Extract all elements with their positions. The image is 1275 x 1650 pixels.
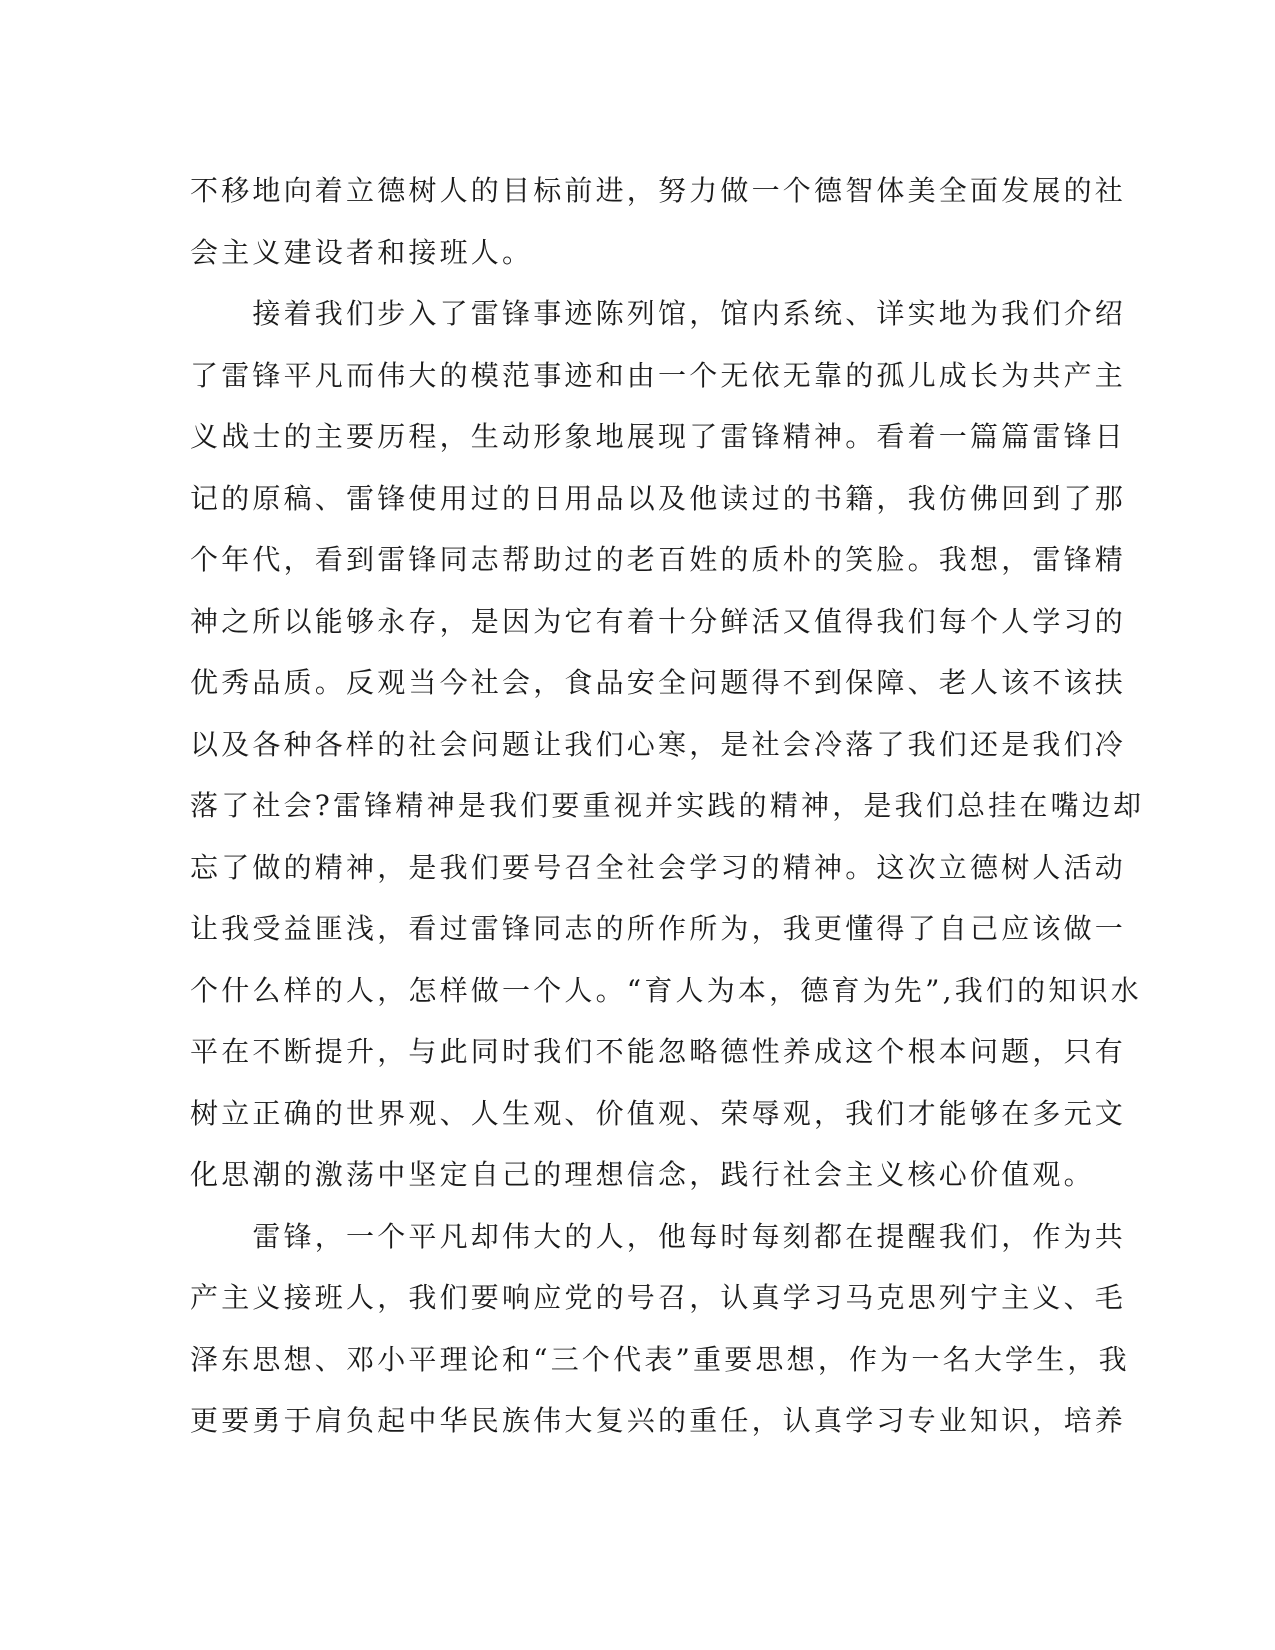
text-line: 平在不断提升，与此同时我们不能忽略德性养成这个根本问题，只有 — [190, 1035, 1127, 1068]
text-line: 雷锋，一个平凡却伟大的人，他每时每刻都在提醒我们，作为共 — [190, 1219, 1127, 1253]
text-line: 会主义建设者和接班人。 — [190, 235, 534, 269]
text-line: 个什么样的人，怎样做一个人。“育人为本，德育为先”,我们的知识水 — [190, 973, 1142, 1007]
text-line: 产主义接班人，我们要响应党的号召，认真学习马克思列宁主义、毛 — [190, 1281, 1127, 1314]
body-text — [190, 160, 1145, 1452]
text-line: 泽东思想、邓小平理论和“三个代表”重要思想，作为一名大学生，我 — [190, 1342, 1130, 1376]
text-line: 落了社会?雷锋精神是我们要重视并实践的精神，是我们总挂在嘴边却 — [190, 789, 1145, 822]
text-line: 让我受益匪浅，看过雷锋同志的所作所为，我更懂得了自己应该做一 — [190, 912, 1127, 945]
text-line: 个年代，看到雷锋同志帮助过的老百姓的质朴的笑脸。我想，雷锋精 — [190, 543, 1127, 576]
text-line: 更要勇于肩负起中华民族伟大复兴的重任，认真学习专业知识，培养 — [190, 1404, 1127, 1437]
text-line: 了雷锋平凡而伟大的模范事迹和由一个无依无靠的孤儿成长为共产主 — [190, 358, 1127, 392]
text-line: 义战士的主要历程，生动形象地展现了雷锋精神。看着一篇篇雷锋日 — [190, 420, 1127, 453]
text-line: 记的原稿、雷锋使用过的日用品以及他读过的书籍，我仿佛回到了那 — [190, 481, 1127, 515]
text-line: 化思潮的激荡中坚定自己的理想信念，践行社会主义核心价值观。 — [190, 1158, 1095, 1191]
text-line: 不移地向着立德树人的目标前进，努力做一个德智体美全面发展的社 — [190, 174, 1127, 207]
text-line: 忘了做的精神，是我们要号召全社会学习的精神。这次立德树人活动 — [190, 850, 1127, 884]
text-line: 优秀品质。反观当今社会，食品安全问题得不到保障、老人该不该扶 — [190, 666, 1127, 699]
text-line: 接着我们步入了雷锋事迹陈列馆，馆内系统、详实地为我们介绍 — [190, 297, 1127, 330]
text-line: 神之所以能够永存，是因为它有着十分鲜活又值得我们每个人学习的 — [190, 604, 1127, 638]
text-line: 树立正确的世界观、人生观、价值观、荣辱观，我们才能够在多元文 — [190, 1096, 1127, 1130]
text-line: 以及各种各样的社会问题让我们心寒，是社会冷落了我们还是我们冷 — [190, 727, 1127, 761]
